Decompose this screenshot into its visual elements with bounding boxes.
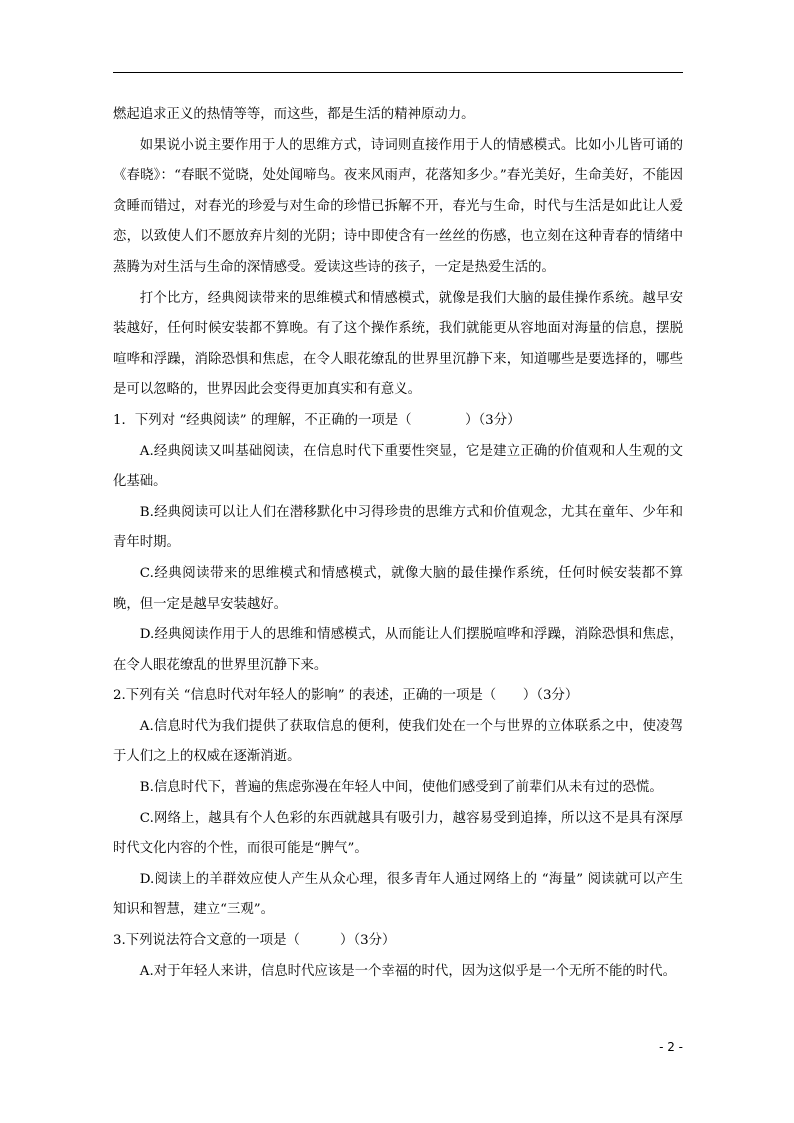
question-stem: 3.下列说法符合文意的一项是（ ）（3分） bbox=[113, 933, 396, 949]
option-d: D.阅读上的羊群效应使人产生从众心理，很多青年人通过网络上的 “海量” 阅读就可以产生知识和智慧，建立“三观”。 bbox=[113, 871, 683, 918]
option-c: C.网络上，越具有个人色彩的东西就越具有吸引力，越容易受到追捧，所以这不是具有深厚时代文化内容的个性，而很可能是“脾气”。 bbox=[113, 810, 683, 857]
passage-paragraph-1: 燃起追求正义的热情等等，而这些，都是生活的精神原动力。 bbox=[113, 107, 475, 122]
option-c: C.经典阅读带来的思维模式和情感模式，就像大脑的最佳操作系统，任何时候安装都不算晚，但一定是越早安装越好。 bbox=[113, 565, 683, 612]
option-b: B.经典阅读可以让人们在潜移默化中习得珍贵的思维方式和价值观念，尤其在童年、少年和青年时期。 bbox=[113, 504, 683, 551]
question-stem: 2.下列有关 “信息时代对年轻人的影响” 的表述，正确的一项是（ ）（3分） bbox=[113, 688, 579, 704]
passage-paragraph-2: 如果说小说主要作用于人的思维方式，诗词则直接作用于人的情感模式。比如小儿皆可诵的《春晓》：“春眠不觉晓，处处闻啼鸟。夜来风雨声，花落知多少。”春光美好，生命美好，不能因贪睡而错过，对春光的珍爱与对生命的珍惜已拆解不开，春光与生命，时代与生活是如此让人爱恋，以致使人们不愿放弃片刻的光阴；诗中即使含有一丝丝的伤感，也立刻在这种青春的情绪中蒸腾为对生活与生命的深情感受。爱读这些诗的孩子，一定是热爱生活的。 bbox=[113, 137, 683, 275]
passage-paragraph-3: 打个比方，经典阅读带来的思维模式和情感模式，就像是我们大脑的最佳操作系统。越早安装越好，任何时候安装都不算晚。有了这个操作系统，我们就能更从容地面对海量的信息，摆脱喧哗和浮躁，消除恐惧和焦虑，在令人眼花缭乱的世界里沉静下来，知道哪些是要选择的，哪些是可以忽略的，世界因此会变得更加真实和有意义。 bbox=[113, 290, 683, 398]
header-rule bbox=[113, 72, 683, 73]
option-a: A.经典阅读又叫基础阅读，在信息时代下重要性突显，它是建立正确的价值观和人生观的文化基础。 bbox=[113, 443, 683, 490]
option-b: B.信息时代下，普遍的焦虑弥漫在年轻人中间，使他们感受到了前辈们从未有过的恐慌。 bbox=[139, 780, 663, 796]
page-content bbox=[113, 100, 683, 987]
question-1 bbox=[113, 406, 683, 681]
option-a: A.对于年轻人来讲，信息时代应该是一个幸福的时代，因为这似乎是一个无所不能的时代。 bbox=[139, 963, 676, 979]
question-2 bbox=[113, 681, 683, 926]
option-a: A.信息时代为我们提供了获取信息的便利，使我们处在一个与世界的立体联系之中，使凌驾于人们之上的权威在逐渐消逝。 bbox=[113, 718, 683, 765]
question-3 bbox=[113, 926, 683, 987]
question-stem: 1．下列对 “经典阅读” 的理解，不正确的一项是（ ）（3分） bbox=[113, 412, 521, 428]
option-d: D.经典阅读作用于人的思维和情感模式，从而能让人们摆脱喧哗和浮躁，消除恐惧和焦虑，在令人眼花缭乱的世界里沉静下来。 bbox=[113, 627, 683, 673]
page-number: - 2 - bbox=[659, 1040, 683, 1054]
